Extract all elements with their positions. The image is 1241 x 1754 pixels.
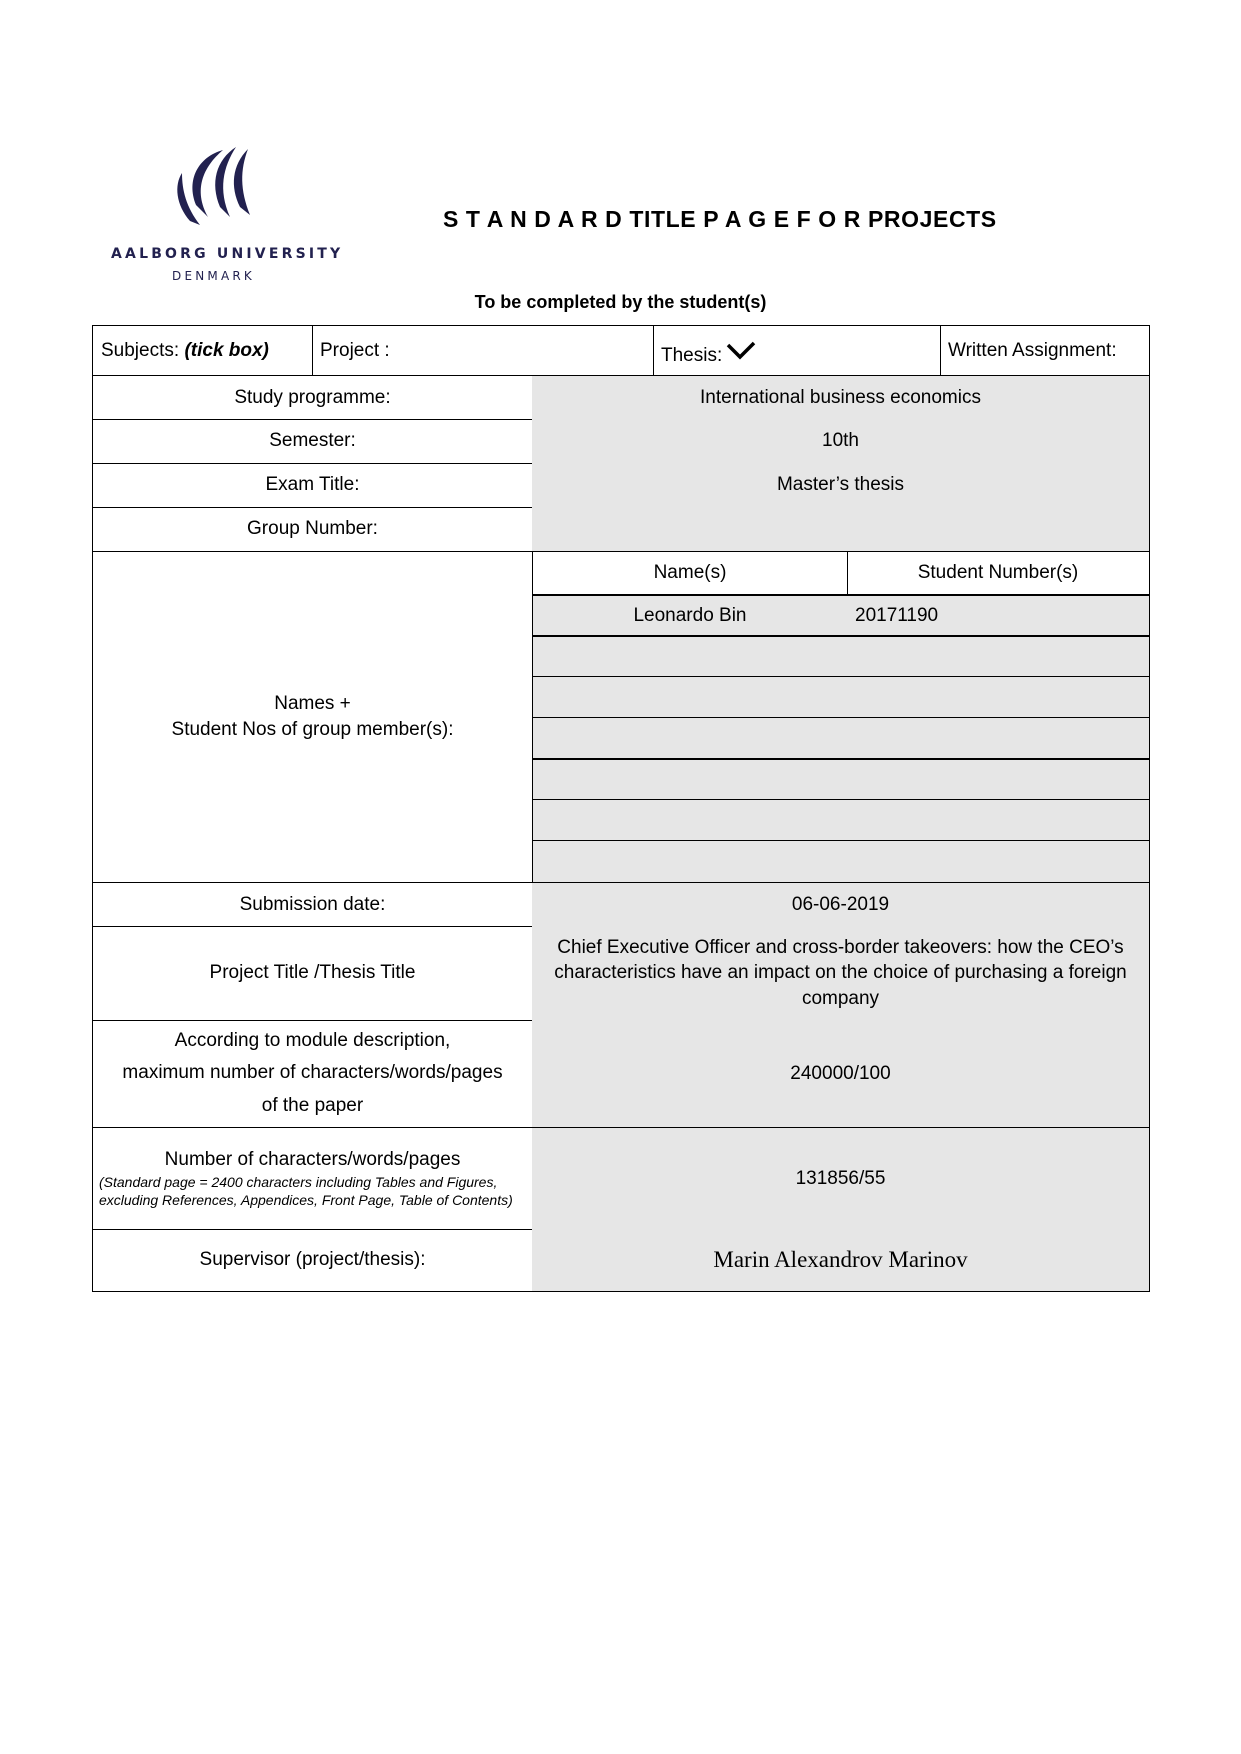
num-chars-value[interactable]: 131856/55: [532, 1127, 1150, 1230]
max-chars-label-line2: maximum number of characters/words/pages: [122, 1062, 503, 1084]
members-table: [532, 551, 1150, 883]
member-name-4[interactable]: [532, 717, 848, 759]
study-programme-label: Study programme:: [92, 375, 533, 420]
num-chars-row: [92, 1127, 1150, 1230]
submission-date-label: Submission date:: [92, 882, 533, 927]
max-chars-value[interactable]: 240000/100: [532, 1020, 1150, 1128]
group-number-value[interactable]: [532, 507, 1150, 552]
subjects-label: Subjects:: [101, 339, 180, 361]
project-title-label: Project Title /Thesis Title: [92, 926, 533, 1021]
max-chars-label-line1: According to module description,: [174, 1030, 451, 1052]
member-name-6[interactable]: [532, 799, 848, 841]
project-option[interactable]: [312, 325, 654, 376]
tick-box-note: (tick box): [184, 339, 269, 361]
members-label-line1: Names +: [274, 692, 351, 714]
project-title-value[interactable]: Chief Executive Officer and cross-border takeovers: how the CEO’s characteristics have an impact on the choice of purchasing a foreign company: [532, 926, 1150, 1021]
thesis-option[interactable]: [653, 325, 941, 376]
max-chars-label-line3: of the paper: [261, 1094, 364, 1116]
written-assignment-option[interactable]: [940, 325, 1150, 376]
members-block: [92, 551, 1150, 883]
semester-label: Semester:: [92, 419, 533, 464]
member-number-3[interactable]: [847, 676, 1150, 718]
written-assignment-label: Written Assignment:: [948, 339, 1117, 361]
project-label: Project :: [320, 339, 390, 361]
member-name-2[interactable]: [532, 635, 848, 677]
supervisor-label: Supervisor (project/thesis):: [92, 1229, 533, 1292]
submission-date-row: [92, 882, 1150, 927]
supervisor-row: [92, 1229, 1150, 1292]
member-number-5[interactable]: [847, 758, 1150, 800]
university-country: DENMARK: [172, 269, 255, 283]
subjects-row: [92, 325, 1150, 376]
member-name-5[interactable]: [532, 758, 848, 800]
max-chars-row: [92, 1020, 1150, 1128]
page-subtitle: To be completed by the student(s): [474, 292, 767, 312]
thesis-label: Thesis:: [661, 345, 723, 367]
member-name-7[interactable]: [532, 840, 848, 883]
study-programme-value[interactable]: International business economics: [532, 375, 1150, 420]
num-chars-label-main: Number of characters/words/pages: [164, 1149, 461, 1171]
group-number-row: [92, 507, 1150, 552]
member-name-3[interactable]: [532, 676, 848, 718]
member-number-1[interactable]: 20171190: [847, 594, 1150, 636]
supervisor-value[interactable]: Marin Alexandrov Marinov: [532, 1229, 1150, 1292]
logo-emblem-icon: [168, 145, 258, 230]
university-logo: [108, 145, 344, 285]
member-number-2[interactable]: [847, 635, 1150, 677]
member-number-4[interactable]: [847, 717, 1150, 759]
subjects-label-cell: [92, 325, 313, 376]
max-chars-label: [92, 1020, 533, 1128]
member-number-7[interactable]: [847, 840, 1150, 883]
num-chars-label: [92, 1127, 533, 1230]
exam-title-label: Exam Title:: [92, 463, 533, 508]
member-name-1[interactable]: Leonardo Bin: [532, 594, 848, 636]
members-label: [92, 551, 533, 883]
university-name: AALBORG UNIVERSITY: [111, 246, 344, 262]
group-number-label: Group Number:: [92, 507, 533, 552]
semester-row: [92, 419, 1150, 464]
num-chars-note: (Standard page = 2400 characters including Tables and Figures, excluding References, Appendices, Front Page, Table of Contents): [99, 1174, 513, 1209]
members-label-line2: Student Nos of group member(s):: [171, 718, 454, 740]
check-icon: [726, 339, 756, 369]
page-title: S T A N D A R D TITLE P A G E F O R PROJECTS: [443, 206, 997, 232]
project-title-row: [92, 926, 1150, 1021]
names-header: Name(s): [532, 551, 848, 595]
exam-title-value[interactable]: Master’s thesis: [532, 463, 1150, 508]
member-number-6[interactable]: [847, 799, 1150, 841]
exam-title-row: [92, 463, 1150, 508]
study-programme-row: [92, 375, 1150, 420]
semester-value[interactable]: 10th: [532, 419, 1150, 464]
student-numbers-header: Student Number(s): [847, 551, 1150, 595]
submission-date-value[interactable]: 06-06-2019: [532, 882, 1150, 927]
